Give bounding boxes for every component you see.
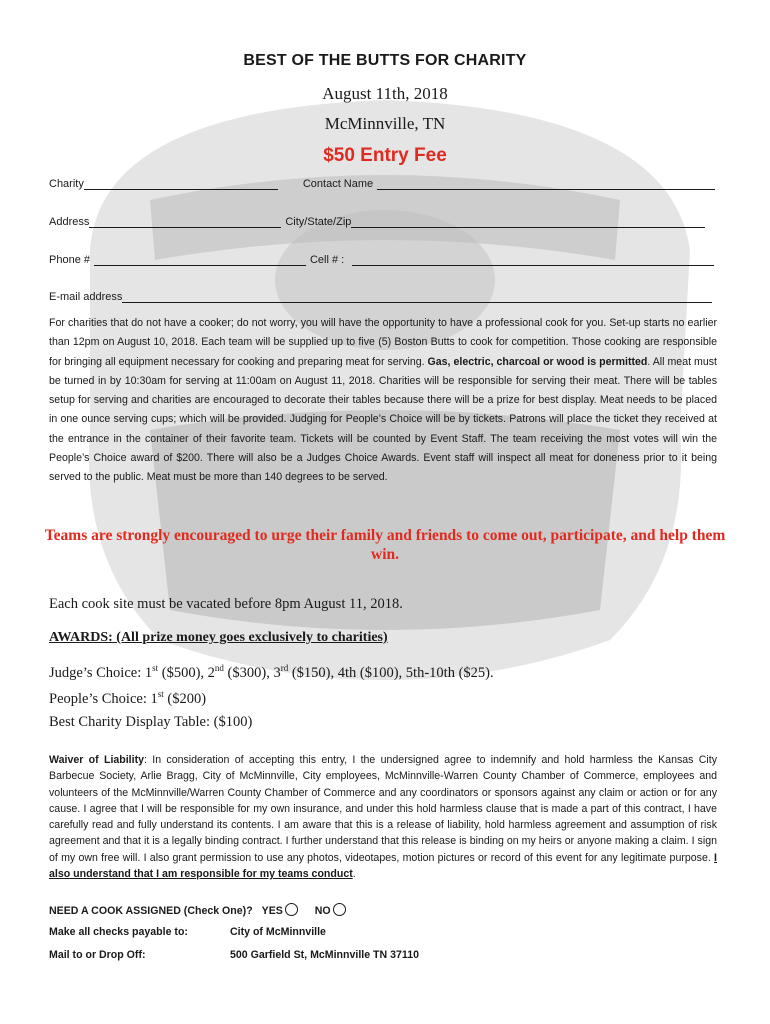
mail-row bbox=[49, 949, 419, 961]
charity-field[interactable] bbox=[84, 178, 278, 190]
city-field[interactable] bbox=[351, 216, 705, 228]
waiver-end: . bbox=[352, 868, 356, 881]
no-radio[interactable] bbox=[333, 903, 346, 916]
page-title: BEST OF THE BUTTS FOR CHARITY bbox=[243, 52, 527, 69]
cell-label: Cell # : bbox=[309, 254, 345, 266]
event-location: McMinnville, TN bbox=[324, 114, 446, 133]
email-row bbox=[49, 291, 712, 303]
cell-field[interactable] bbox=[352, 254, 714, 266]
address-label: Address bbox=[49, 216, 90, 228]
peoples-choice bbox=[49, 689, 206, 708]
charity-label: Charity bbox=[49, 178, 84, 190]
yes-radio[interactable] bbox=[285, 903, 298, 916]
waiver-label: Waiver of Liability bbox=[49, 754, 144, 766]
people-prefix: People’s Choice: 1 bbox=[49, 690, 158, 707]
best-display: Best Charity Display Table: ($100) bbox=[49, 714, 253, 730]
contact-label: Contact Name bbox=[302, 178, 374, 190]
checks-value: City of McMinnville bbox=[230, 926, 326, 938]
entry-fee: $50 Entry Fee bbox=[323, 145, 447, 166]
judges-first: ($500), 2 bbox=[158, 664, 215, 681]
info-bold: Gas, electric, charcoal or wood is permitted bbox=[427, 355, 648, 368]
no-label: NO bbox=[314, 905, 331, 917]
phone-label: Phone # bbox=[49, 254, 90, 266]
people-rest: ($200) bbox=[163, 690, 207, 707]
cook-label: NEED A COOK ASSIGNED (Check One)? bbox=[49, 905, 253, 917]
judges-second: ($300), 3 bbox=[223, 664, 281, 681]
waiver-text: : In consideration of accepting this entry, I the undersigned agree to indemnify and hold harmless the Kansas City Barbecue Society, Arlie Bragg, City of McMinnville, City employees, McMinnville-Warren County Chamber of Commerce, employees and volunteers of the McMinnville/Warren County Chamber of Commerce and any coordinators or sponsors against any claim or action or for any cause. I agree that I will be responsible for my own insurance, and under this hold harmless clause that is made a part of this contract, I have carefully read and fully understand its contents. I am aware that this is a release of liability, hold harmless agreement and assumption of risk agreement and that it is a legally binding contract. I further understand that this release is binding on my heirs or anyone making a claim. I sign of my own free will. I also grant permission to use any photos, videotapes, motion pictures or record of this event for any legitimate purpose. bbox=[49, 754, 717, 864]
judges-prefix: Judge’s Choice: 1 bbox=[49, 664, 153, 681]
info-text-rest: . All meat must be turned in by 10:30am for serving at 11:00am on August 11, 2018. Charities will be responsible for serving their meat. There will be tables setup for serving and charities are encouraged to decorate their tables because there will be a prize for best display. Meat needs to be placed in one ounce serving cups; which will be provided. Judging for People’s Choice will be by tickets. Patrons will place the ticket they received at the entrance in the container of their favorite team. Tickets will be counted by Event Staff. The team receiving the most votes will win the People’s Choice award of $200. There will also be a Judges Choice Awards. Event staff will inspect all meat for doneness prior to it being served to the public. Meat must be more than 140 degrees to be served. bbox=[49, 355, 717, 484]
waiver-paragraph bbox=[49, 752, 717, 882]
checks-label: Make all checks payable to: bbox=[49, 926, 188, 938]
address-field[interactable] bbox=[89, 216, 281, 228]
phone-field[interactable] bbox=[94, 254, 306, 266]
address-row bbox=[49, 216, 705, 228]
charity-row bbox=[49, 178, 715, 190]
cook-assign-row bbox=[49, 903, 346, 917]
sup-st: st bbox=[152, 663, 159, 673]
sup-st-2: st bbox=[157, 689, 164, 699]
contact-field[interactable] bbox=[377, 178, 715, 190]
checks-row bbox=[49, 926, 326, 938]
email-label: E-mail address bbox=[49, 291, 123, 303]
event-info-paragraph bbox=[49, 314, 717, 488]
judges-choice bbox=[49, 663, 494, 682]
vacate-note: Each cook site must be vacated before 8pm August 11, 2018. bbox=[49, 596, 403, 612]
sup-nd: nd bbox=[214, 663, 224, 673]
info-text: For charities that do not have a cooker; do not worry, you will have the opportunity to have a professional cook for you. Set-up starts no earlier than 12pm on August 10, 2018. Each team will be supplied up to five (5) Boston Butts to cook for competition. Those cooking are responsible for bringing all equipment necessary for cooking and preparing meat for serving. bbox=[49, 317, 717, 368]
encouragement-note: Teams are strongly encouraged to urge their family and friends to come out, participate, and help them win. bbox=[44, 527, 726, 563]
city-label: City/State/Zip bbox=[285, 216, 352, 228]
awards-heading: AWARDS: (All prize money goes exclusively to charities) bbox=[49, 630, 388, 645]
phone-row bbox=[49, 254, 714, 266]
mail-label: Mail to or Drop Off: bbox=[49, 949, 146, 961]
waiver-underlined: I also understand that I am responsible for my teams conduct bbox=[49, 851, 717, 881]
event-date: August 11th, 2018 bbox=[322, 84, 448, 103]
judges-rest: ($150), 4th ($100), 5th-10th ($25). bbox=[288, 664, 494, 681]
yes-label: YES bbox=[261, 905, 283, 917]
sup-rd: rd bbox=[280, 663, 289, 673]
mail-value: 500 Garfield St, McMinnville TN 37110 bbox=[230, 949, 419, 961]
email-field[interactable] bbox=[122, 291, 712, 303]
